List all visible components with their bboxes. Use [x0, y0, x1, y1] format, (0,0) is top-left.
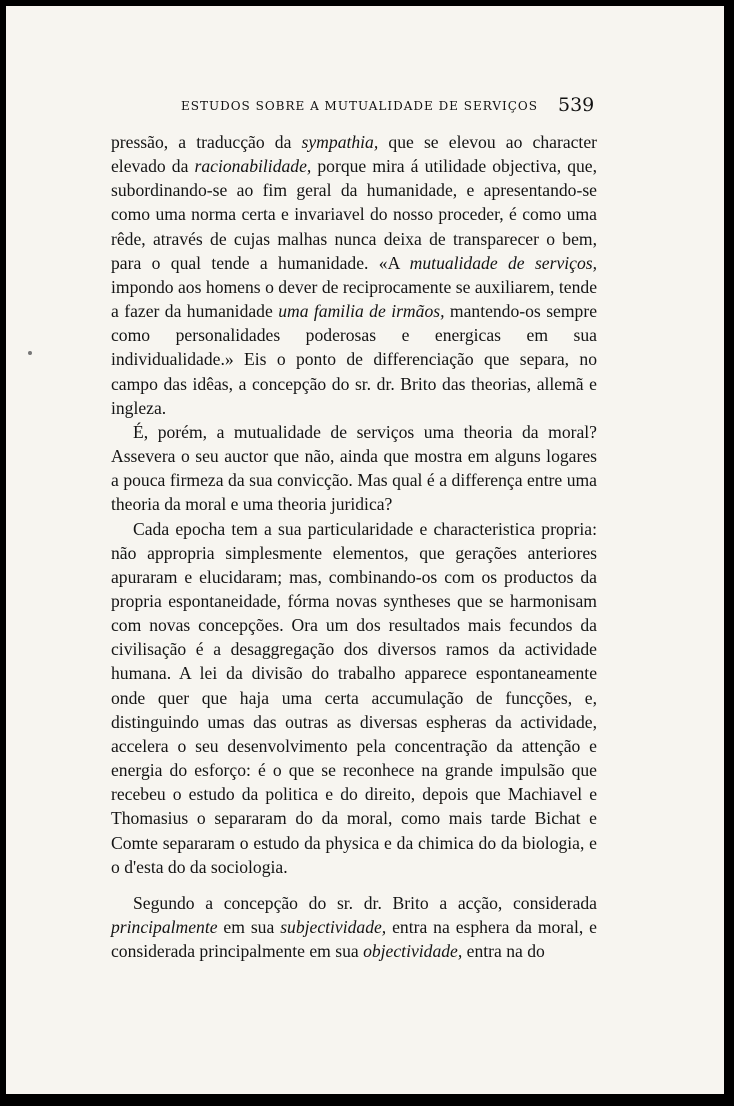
paper-speck [28, 351, 32, 355]
text-run: entra na esphera da moral, e considerada principalmente em sua [111, 917, 597, 962]
italic-text: principalmente [111, 917, 218, 937]
italic-text: mutualidade de serviços, [409, 252, 597, 273]
paragraph-1 [111, 130, 597, 420]
page-number: 539 [558, 94, 595, 116]
text-run: pressão, a traducção da [111, 132, 302, 152]
text-run: Segundo a concepção do sr. dr. Brito a acção, considerada [133, 892, 597, 913]
text-run: porque mira á utilidade objectiva, que, subordinando-se ao fim geral da humanidade, e apresentando-se como uma norma certa e invariavel do nosso proceder, é como uma rêde, através de cujas malhas nunca deixa de transparecer o bem, para o qual tende a humanidade. «A [111, 156, 597, 273]
paragraph-3 [111, 517, 597, 879]
paragraph-4 [111, 891, 597, 963]
body-text [111, 130, 597, 963]
text-run: Cada epocha tem a sua particularidade e characteristica propria: não appropria simplesmente elementos, que gerações anteriores apuraram e elucidaram; mas, combinando-os com os productos da propria espontaneidade, fórma novas syntheses que se harmonisam com novas concepções. Ora um dos resultados mais fecundos da civilisação é a desaggregação dos diversos ramos da actividade humana. A lei da divisão do trabalho apparece espontaneamente onde quer que haja uma certa accumulação de funcções, e, distinguindo umas das outras as diversas espheras da actividade, accelera o seu desenvolvimento pela concentração da attenção e energia do esforço: é o que se reconhece na grande impulsão que recebeu o estudo da politica e do direito, depois que Machiavel e Thomasius o separaram do da moral, como mais tarde Bichat e Comte separaram o estudo da physica e da chimica do da biologia, e o d'esta do da sociologia. [111, 518, 597, 877]
italic-text: uma familia de irmãos, [278, 301, 445, 322]
text-run: mantendo-os sempre como personalidades poderosas e energicas em sua individualidade.» Eis o ponto de differenciação que separa, no campo das idêas, a concepção do sr. dr. Brito das theorias, allemã e ingleza. [111, 301, 597, 418]
book-page [6, 6, 724, 1094]
text-run: que se elevou ao character elevado da [111, 132, 597, 177]
italic-text: racionabilidade, [194, 156, 312, 177]
text-run: É, porém, a mutualidade de serviços uma theoria da moral? Assevera o seu auctor que não, ainda que mostra em alguns logares a pouca firmeza da sua convicção. Mas qual é a differença entre uma theoria da moral e uma theoria juridica? [111, 421, 597, 515]
italic-text: objectividade, [363, 941, 463, 962]
text-run: impondo aos homens o dever de reciprocamente se auxiliarem, tende a fazer da humanidade [111, 276, 597, 322]
text-run: entra na do [462, 941, 545, 962]
text-run: em sua [217, 917, 281, 937]
paragraph-2 [111, 420, 597, 517]
running-title: ESTUDOS SOBRE A MUTUALIDADE DE SERVIÇOS [181, 99, 538, 113]
italic-text: subjectividade, [280, 917, 387, 937]
italic-text: sympathia, [301, 132, 379, 152]
